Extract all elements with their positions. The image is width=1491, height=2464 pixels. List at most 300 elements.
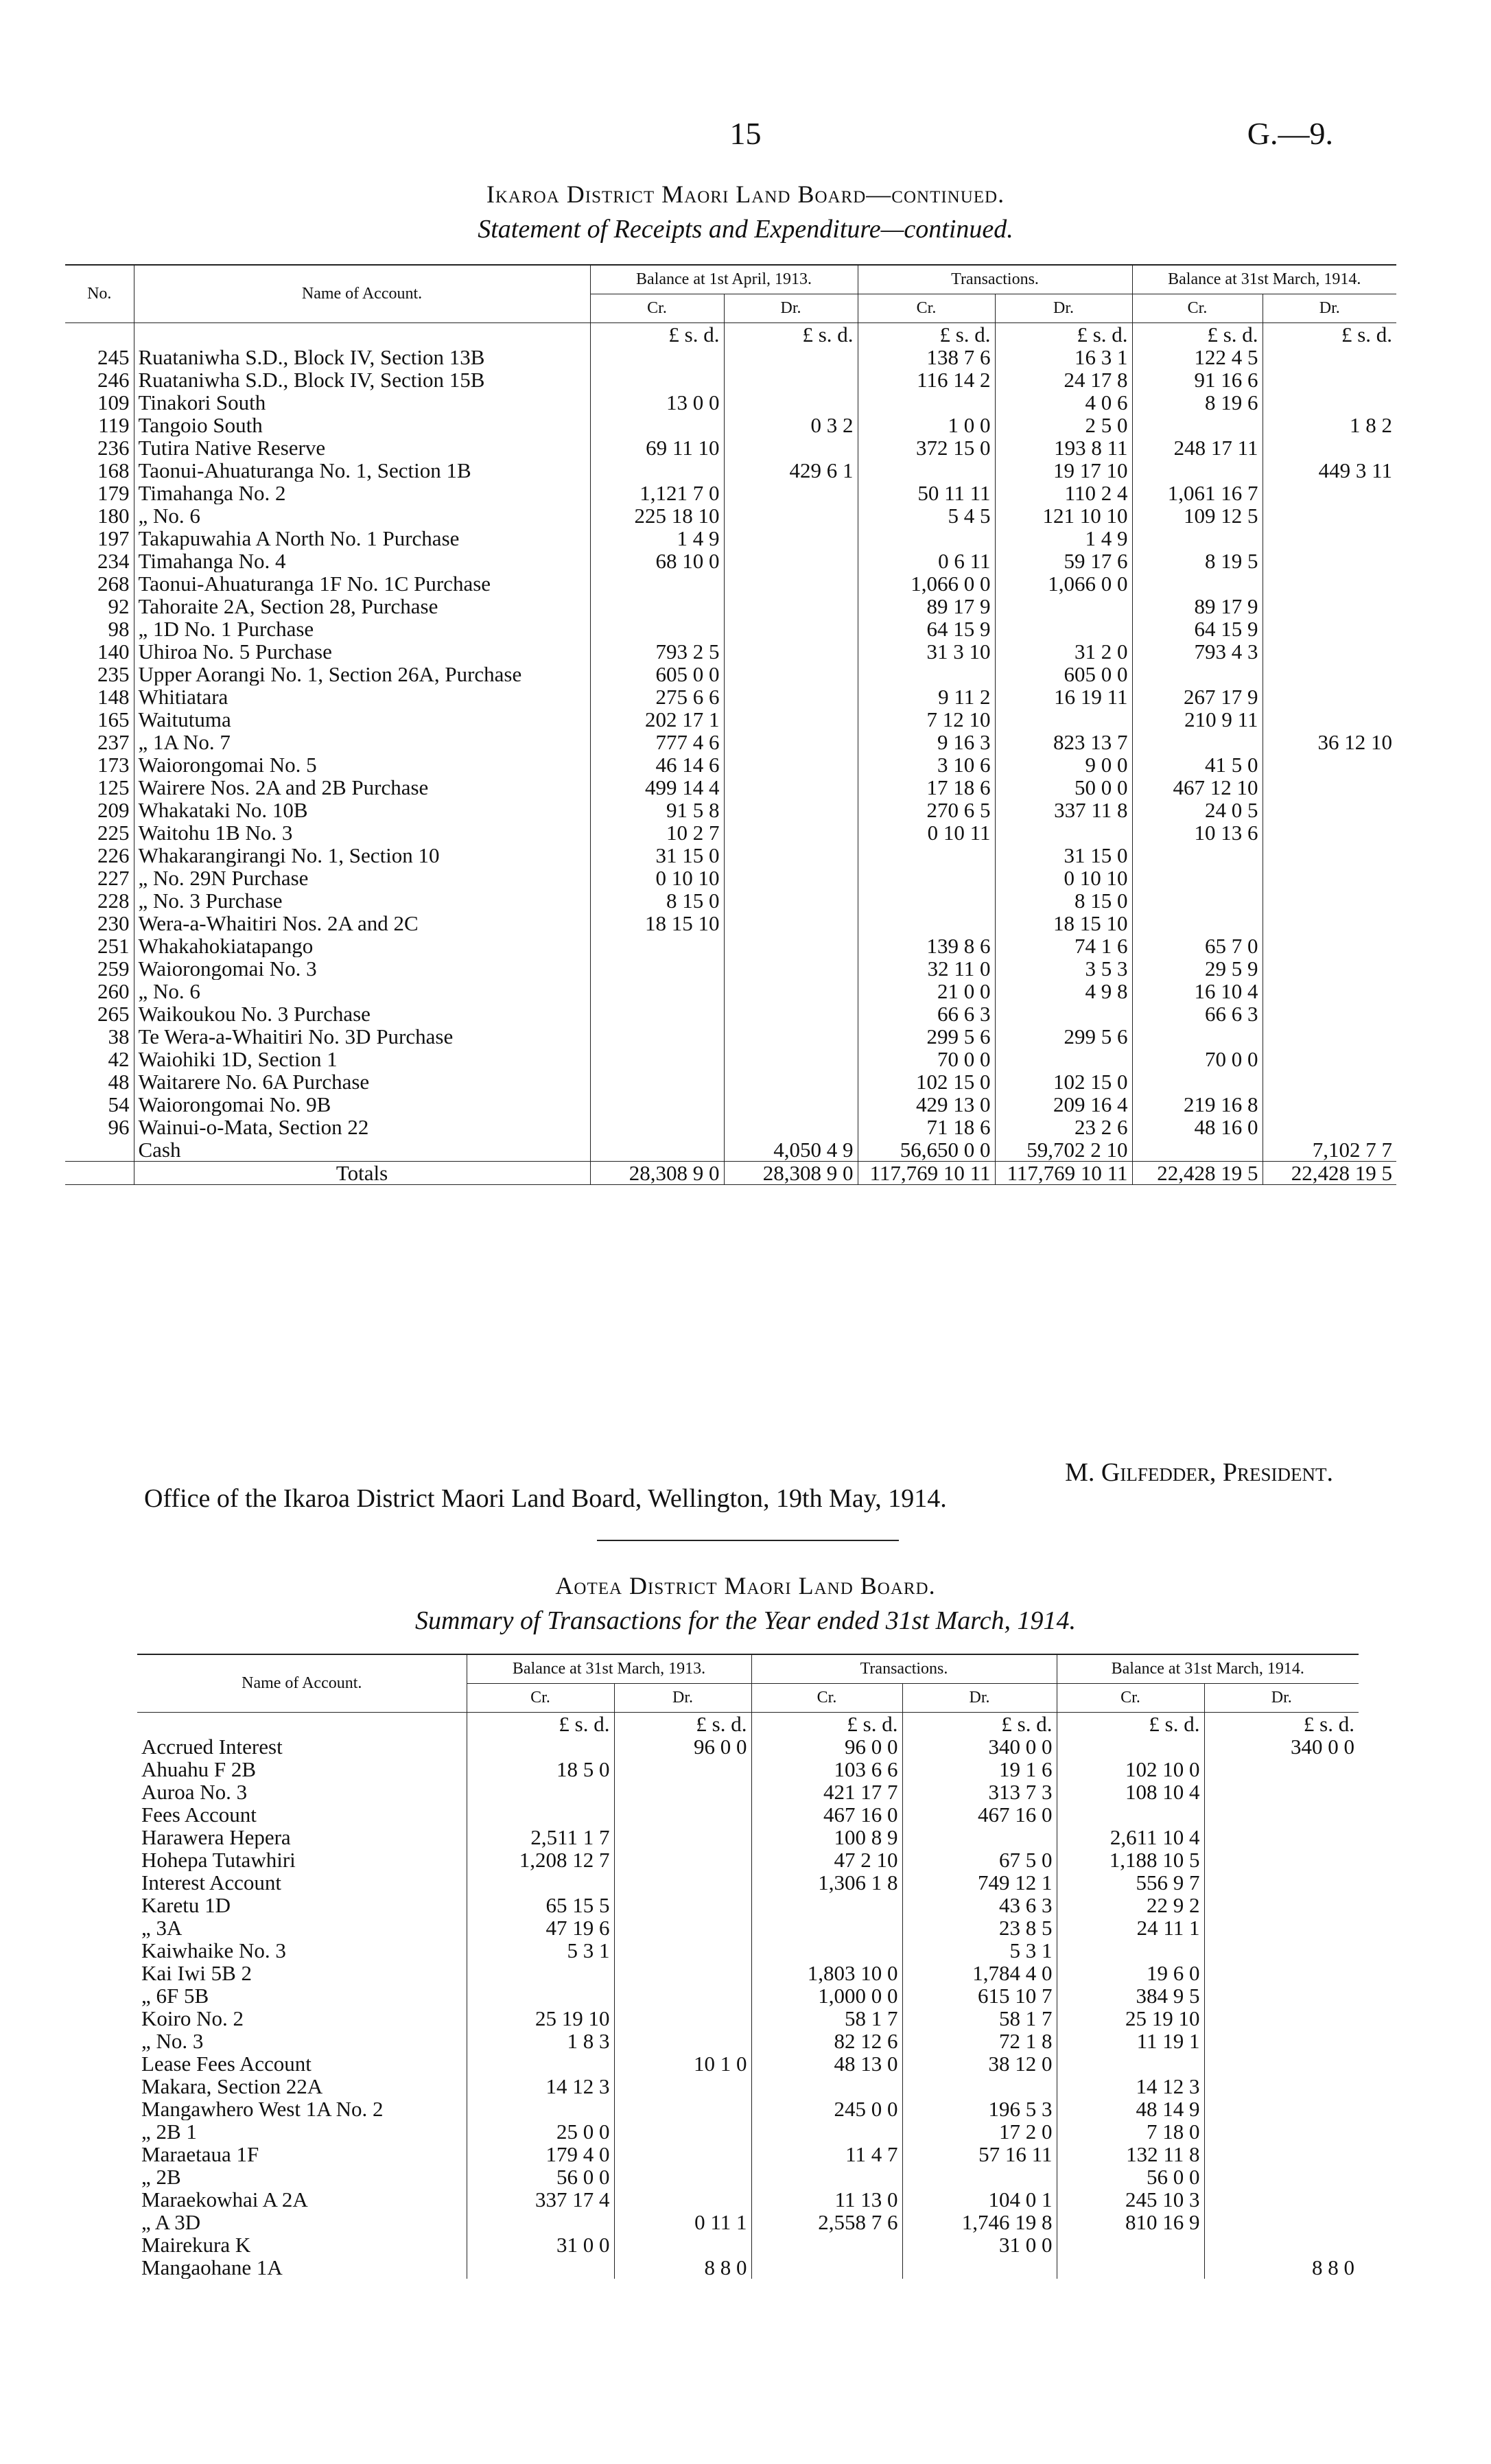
table-row [65, 753, 1396, 776]
account-number: 165 [65, 708, 134, 731]
amount-cell: 31 2 0 [995, 640, 1132, 663]
account-name: Makara, Section 22A [137, 2075, 467, 2098]
amount-cell: 245 0 0 [751, 2098, 902, 2120]
amount-cell: 0 10 10 [590, 867, 724, 889]
amount-cell [751, 2256, 902, 2279]
amount-cell [724, 1093, 858, 1116]
table-row [65, 1093, 1396, 1116]
total-balance-1914-cr: 22,428 19 5 [1132, 1162, 1263, 1185]
amount-cell [1204, 1758, 1359, 1781]
header-balance-1913: Balance at 1st April, 1913. [590, 265, 858, 294]
amount-cell: 31 0 0 [467, 2233, 614, 2256]
account-name: „ 2B 1 [137, 2120, 467, 2143]
table-row [65, 799, 1396, 821]
amount-cell: 18 5 0 [467, 1758, 614, 1781]
amount-cell: 17 18 6 [858, 776, 995, 799]
amount-cell: 109 12 5 [1132, 504, 1263, 527]
amount-cell [614, 2233, 751, 2256]
amount-cell [724, 731, 858, 753]
amount-cell [724, 844, 858, 867]
amount-cell [1263, 346, 1396, 368]
amount-cell: 138 7 6 [858, 346, 995, 368]
table-row [137, 1894, 1359, 1916]
amount-cell [614, 2143, 751, 2166]
account-name: Karetu 1D [137, 1894, 467, 1916]
amount-cell [724, 1002, 858, 1025]
amount-cell: 25 19 10 [467, 2007, 614, 2030]
account-name: Whakahokiatapango [134, 935, 590, 957]
amount-cell: 8 19 5 [1132, 550, 1263, 572]
account-name: „ No. 3 [137, 2030, 467, 2052]
amount-cell: 248 17 11 [1132, 436, 1263, 459]
amount-cell: 67 5 0 [902, 1849, 1057, 1871]
amount-cell [467, 1984, 614, 2007]
amount-cell [467, 2211, 614, 2233]
amount-cell: 31 0 0 [902, 2233, 1057, 2256]
table-row [137, 1735, 1359, 1758]
amount-cell [1263, 708, 1396, 731]
amount-cell [1132, 663, 1263, 685]
amount-cell [467, 1735, 614, 1758]
account-name: Whakataki No. 10B [134, 799, 590, 821]
account-name: Whitiatara [134, 685, 590, 708]
amount-cell [1263, 618, 1396, 640]
account-name: „ No. 6 [134, 980, 590, 1002]
table-row [137, 2143, 1359, 2166]
account-name: Ruataniwha S.D., Block IV, Section 13B [134, 346, 590, 368]
table-row [65, 640, 1396, 663]
account-number: 140 [65, 640, 134, 663]
amount-cell [1132, 1138, 1263, 1162]
table-row [65, 821, 1396, 844]
table-row [137, 1962, 1359, 1984]
amount-cell [1132, 414, 1263, 436]
header-cr: Cr. [467, 1684, 614, 1713]
amount-cell [1263, 482, 1396, 504]
amount-cell [1132, 844, 1263, 867]
amount-cell: 71 18 6 [858, 1116, 995, 1138]
account-number: 260 [65, 980, 134, 1002]
amount-cell [751, 2233, 902, 2256]
amount-cell [724, 980, 858, 1002]
amount-cell: 50 0 0 [995, 776, 1132, 799]
amount-cell: 122 4 5 [1132, 346, 1263, 368]
account-name: Tinakori South [134, 391, 590, 414]
amount-cell [1204, 2098, 1359, 2120]
table-row [137, 2166, 1359, 2188]
amount-cell [1263, 1070, 1396, 1093]
amount-cell [858, 867, 995, 889]
amount-cell [467, 1803, 614, 1826]
total-balance-1913-cr: 28,308 9 0 [590, 1162, 724, 1185]
account-number: 234 [65, 550, 134, 572]
amount-cell: 22 9 2 [1057, 1894, 1204, 1916]
amount-cell [1204, 2075, 1359, 2098]
amount-cell: 8 8 0 [614, 2256, 751, 2279]
amount-cell: 313 7 3 [902, 1781, 1057, 1803]
amount-cell: 299 5 6 [995, 1025, 1132, 1048]
amount-cell [858, 663, 995, 685]
amount-cell: 1,000 0 0 [751, 1984, 902, 2007]
amount-cell: 209 16 4 [995, 1093, 1132, 1116]
amount-cell: 3 10 6 [858, 753, 995, 776]
table-row [65, 436, 1396, 459]
amount-cell: 82 12 6 [751, 2030, 902, 2052]
amount-cell: 9 0 0 [995, 753, 1132, 776]
amount-cell [724, 527, 858, 550]
account-name: Uhiroa No. 5 Purchase [134, 640, 590, 663]
amount-cell [590, 1002, 724, 1025]
account-name: „ 6F 5B [137, 1984, 467, 2007]
amount-cell [1263, 844, 1396, 867]
amount-cell: 108 10 4 [1057, 1781, 1204, 1803]
amount-cell [1057, 1939, 1204, 1962]
amount-cell [614, 1871, 751, 1894]
table-row [65, 504, 1396, 527]
amount-cell: 18 15 10 [995, 912, 1132, 935]
amount-cell [614, 1916, 751, 1939]
amount-cell [1204, 2211, 1359, 2233]
amount-cell [614, 2098, 751, 2120]
account-name: „ No. 3 Purchase [134, 889, 590, 912]
amount-cell: 1,066 0 0 [858, 572, 995, 595]
amount-cell: 3 5 3 [995, 957, 1132, 980]
amount-cell [1057, 2233, 1204, 2256]
amount-cell [614, 2188, 751, 2211]
amount-cell: 14 12 3 [1057, 2075, 1204, 2098]
amount-cell [1204, 2143, 1359, 2166]
amount-cell: 116 14 2 [858, 368, 995, 391]
amount-cell [724, 595, 858, 618]
account-name: Cash [134, 1138, 590, 1162]
amount-cell [1263, 1116, 1396, 1138]
table-row [65, 550, 1396, 572]
amount-cell [1057, 1735, 1204, 1758]
amount-cell: 110 2 4 [995, 482, 1132, 504]
amount-cell: 65 15 5 [467, 1894, 614, 1916]
amount-cell: 384 9 5 [1057, 1984, 1204, 2007]
amount-cell: 467 12 10 [1132, 776, 1263, 799]
amount-cell: 36 12 10 [1317, 731, 1393, 753]
header-cr: Cr. [751, 1684, 902, 1713]
amount-cell: 9 16 3 [858, 731, 995, 753]
table-row [137, 1803, 1359, 1826]
amount-cell: 59 17 6 [995, 550, 1132, 572]
account-number: 125 [65, 776, 134, 799]
header-transactions: Transactions. [751, 1654, 1057, 1684]
account-name: Ahuahu F 2B [137, 1758, 467, 1781]
table-row [137, 1871, 1359, 1894]
amount-cell [902, 2075, 1057, 2098]
amount-cell [1204, 1939, 1359, 1962]
amount-cell: 0 3 2 [724, 414, 858, 436]
account-name: Mangawhero West 1A No. 2 [137, 2098, 467, 2120]
amount-cell [1204, 1849, 1359, 1871]
amount-cell [724, 1070, 858, 1093]
amount-cell: 47 2 10 [751, 1849, 902, 1871]
amount-cell [724, 346, 858, 368]
table-row [65, 527, 1396, 550]
table-row [65, 980, 1396, 1002]
table-row [137, 2233, 1359, 2256]
amount-cell [1132, 889, 1263, 912]
table-row [65, 618, 1396, 640]
account-number: 246 [65, 368, 134, 391]
amount-cell [1204, 2120, 1359, 2143]
amount-cell: 23 2 6 [995, 1116, 1132, 1138]
amount-cell: 2 5 0 [995, 414, 1132, 436]
amount-cell: 56,650 0 0 [858, 1138, 995, 1162]
amount-cell: 14 12 3 [467, 2075, 614, 2098]
account-name: „ A 3D [137, 2211, 467, 2233]
amount-cell [467, 1871, 614, 1894]
account-name: Takapuwahia A North No. 1 Purchase [134, 527, 590, 550]
amount-cell [614, 1894, 751, 1916]
amount-cell [614, 1781, 751, 1803]
amount-cell: 38 12 0 [902, 2052, 1057, 2075]
account-number: 148 [65, 685, 134, 708]
amount-cell [467, 1781, 614, 1803]
table-row [65, 368, 1396, 391]
amount-cell: 467 16 0 [751, 1803, 902, 1826]
amount-cell: 267 17 9 [1132, 685, 1263, 708]
amount-cell [1263, 1048, 1396, 1070]
amount-cell [1204, 1781, 1359, 1803]
amount-cell: 18 15 10 [590, 912, 724, 935]
account-name: Lease Fees Account [137, 2052, 467, 2075]
account-number: 268 [65, 572, 134, 595]
account-number: 173 [65, 753, 134, 776]
amount-cell: 5 3 1 [902, 1939, 1057, 1962]
amount-cell: 823 13 7 [995, 731, 1132, 753]
amount-cell [614, 2030, 751, 2052]
header-balance-1913: Balance at 31st March, 1913. [467, 1654, 751, 1684]
account-name: Taonui-Ahuaturanga 1F No. 1C Purchase [134, 572, 590, 595]
account-number [65, 1138, 134, 1162]
account-number: 209 [65, 799, 134, 821]
account-name: „ 1A No. 7 [134, 731, 590, 753]
account-name: Kaiwhaike No. 3 [137, 1939, 467, 1962]
account-number: 228 [65, 889, 134, 912]
amount-cell: 1 8 3 [467, 2030, 614, 2052]
table-row [137, 1939, 1359, 1962]
amount-cell: 4,050 4 9 [724, 1138, 858, 1162]
amount-cell: 102 15 0 [995, 1070, 1132, 1093]
table-row [137, 2030, 1359, 2052]
amount-cell: 299 5 6 [858, 1025, 995, 1048]
amount-cell [1263, 663, 1396, 685]
amount-cell [1263, 504, 1396, 527]
amount-cell: 47 19 6 [467, 1916, 614, 1939]
amount-cell [590, 414, 724, 436]
amount-cell [995, 1002, 1132, 1025]
amount-cell: 8 15 0 [995, 889, 1132, 912]
total-transactions-dr: 117,769 10 11 [995, 1162, 1132, 1185]
amount-cell [1204, 2166, 1359, 2188]
amount-cell: 1,803 10 0 [751, 1962, 902, 1984]
amount-cell [1263, 799, 1396, 821]
amount-cell [995, 595, 1132, 618]
header-dr: Dr. [724, 294, 858, 323]
amount-cell [724, 572, 858, 595]
amount-cell: 59,702 2 10 [995, 1138, 1132, 1162]
amount-cell [724, 391, 858, 414]
amount-cell: 793 4 3 [1132, 640, 1263, 663]
amount-cell: 810 16 9 [1057, 2211, 1204, 2233]
account-name: Ruataniwha S.D., Block IV, Section 15B [134, 368, 590, 391]
amount-cell: 9 11 2 [858, 685, 995, 708]
amount-cell: 0 10 10 [995, 867, 1132, 889]
account-name: Maraekowhai A 2A [137, 2188, 467, 2211]
amount-cell [902, 1826, 1057, 1849]
table-row [65, 414, 1396, 436]
amount-cell: 41 5 0 [1132, 753, 1263, 776]
amount-cell: 70 0 0 [1132, 1048, 1263, 1070]
header-balance-1914: Balance at 31st March, 1914. [1057, 1654, 1359, 1684]
amount-cell: 89 17 9 [1132, 595, 1263, 618]
amount-cell [1263, 640, 1396, 663]
amount-cell [724, 640, 858, 663]
account-name: Mairekura K [137, 2233, 467, 2256]
amount-cell: 70 0 0 [858, 1048, 995, 1070]
amount-cell [858, 912, 995, 935]
amount-cell [1263, 436, 1396, 459]
amount-cell: 2,511 1 7 [467, 1826, 614, 1849]
amount-cell [1132, 1025, 1263, 1048]
amount-cell: 245 10 3 [1057, 2188, 1204, 2211]
amount-cell: 4 9 8 [995, 980, 1132, 1002]
table-row [65, 663, 1396, 685]
header-cr: Cr. [1057, 1684, 1204, 1713]
amount-cell: 1,784 4 0 [902, 1962, 1057, 1984]
table-row [65, 482, 1396, 504]
amount-cell: 72 1 8 [902, 2030, 1057, 2052]
amount-cell [751, 2120, 902, 2143]
table-row [65, 776, 1396, 799]
account-name: Fees Account [137, 1803, 467, 1826]
header-cr: Cr. [1132, 294, 1263, 323]
amount-cell: 57 16 11 [902, 2143, 1057, 2166]
amount-cell: 16 3 1 [995, 346, 1132, 368]
amount-cell [858, 844, 995, 867]
amount-cell: 5 3 1 [467, 1939, 614, 1962]
amount-cell [724, 1116, 858, 1138]
amount-cell: 275 6 6 [590, 685, 724, 708]
amount-cell [1132, 1070, 1263, 1093]
table-row [137, 1781, 1359, 1803]
amount-cell [467, 2098, 614, 2120]
table-row [65, 731, 1396, 753]
account-number: 265 [65, 1002, 134, 1025]
amount-cell: 25 19 10 [1057, 2007, 1204, 2030]
table-row [65, 957, 1396, 980]
amount-cell [1263, 912, 1396, 935]
table-row [137, 2075, 1359, 2098]
amount-cell [614, 1984, 751, 2007]
amount-cell [590, 1025, 724, 1048]
account-name: Waikoukou No. 3 Purchase [134, 1002, 590, 1025]
amount-cell: 219 16 8 [1132, 1093, 1263, 1116]
amount-cell: 24 11 1 [1057, 1916, 1204, 1939]
amount-cell: 96 0 0 [614, 1735, 751, 1758]
amount-cell [724, 708, 858, 731]
table-row [137, 2052, 1359, 2075]
amount-cell [858, 527, 995, 550]
account-number: 197 [65, 527, 134, 550]
aotea-title: Aotea District Maori Land Board. [555, 1572, 936, 1599]
amount-cell [1263, 1002, 1396, 1025]
amount-cell [751, 1916, 902, 1939]
amount-cell [1204, 1916, 1359, 1939]
amount-cell [590, 980, 724, 1002]
amount-cell [590, 1070, 724, 1093]
amount-cell [590, 1093, 724, 1116]
amount-cell: 1,121 7 0 [590, 482, 724, 504]
amount-cell [724, 867, 858, 889]
amount-cell: 10 2 7 [590, 821, 724, 844]
ikaroa-table-body [65, 323, 1396, 1162]
table-row [65, 572, 1396, 595]
account-name: „ 3A [137, 1916, 467, 1939]
account-number: 42 [65, 1048, 134, 1070]
account-name: Tangoio South [134, 414, 590, 436]
amount-cell: 179 4 0 [467, 2143, 614, 2166]
header-dr: Dr. [614, 1684, 751, 1713]
amount-cell: 777 4 6 [590, 731, 724, 753]
amount-cell: 556 9 7 [1057, 1871, 1204, 1894]
amount-cell: 102 15 0 [858, 1070, 995, 1093]
amount-cell [467, 2052, 614, 2075]
header-no: No. [65, 265, 134, 323]
table-row [65, 459, 1396, 482]
amount-cell: 21 0 0 [858, 980, 995, 1002]
account-name: Auroa No. 3 [137, 1781, 467, 1803]
amount-cell [1204, 1894, 1359, 1916]
amount-cell [614, 2120, 751, 2143]
amount-cell [614, 2007, 751, 2030]
account-name: Waitohu 1B No. 3 [134, 821, 590, 844]
account-name: Harawera Hepera [137, 1826, 467, 1849]
amount-cell [1132, 527, 1263, 550]
amount-cell: 19 6 0 [1057, 1962, 1204, 1984]
account-number: 96 [65, 1116, 134, 1138]
amount-cell: 8 19 6 [1132, 391, 1263, 414]
account-number: 226 [65, 844, 134, 867]
total-balance-1913-dr: 28,308 9 0 [724, 1162, 858, 1185]
amount-cell: 449 3 11 [1318, 459, 1393, 482]
amount-cell: 132 11 8 [1057, 2143, 1204, 2166]
amount-cell: 64 15 9 [1132, 618, 1263, 640]
amount-cell: 8 15 0 [590, 889, 724, 912]
amount-cell: 65 7 0 [1132, 935, 1263, 957]
amount-cell: 24 0 5 [1132, 799, 1263, 821]
president-signature: M. Gilfedder, President. [1065, 1458, 1333, 1487]
office-line: Office of the Ikaroa District Maori Land Board, Wellington, 19th May, 1914. [144, 1484, 947, 1513]
account-number: 227 [65, 867, 134, 889]
amount-cell [1204, 1984, 1359, 2007]
amount-cell [614, 1849, 751, 1871]
account-number: 225 [65, 821, 134, 844]
currency-unit-row: £ s. d. £ s. d. £ s. d. £ s. d. £ s. d. £ s. d. [137, 1713, 1359, 1736]
table-row [65, 685, 1396, 708]
table-row [65, 1002, 1396, 1025]
account-number: 237 [65, 731, 134, 753]
amount-cell [614, 2166, 751, 2188]
table-row [65, 1116, 1396, 1138]
amount-cell: 1 0 0 [858, 414, 995, 436]
account-number: 235 [65, 663, 134, 685]
amount-cell: 43 6 3 [902, 1894, 1057, 1916]
